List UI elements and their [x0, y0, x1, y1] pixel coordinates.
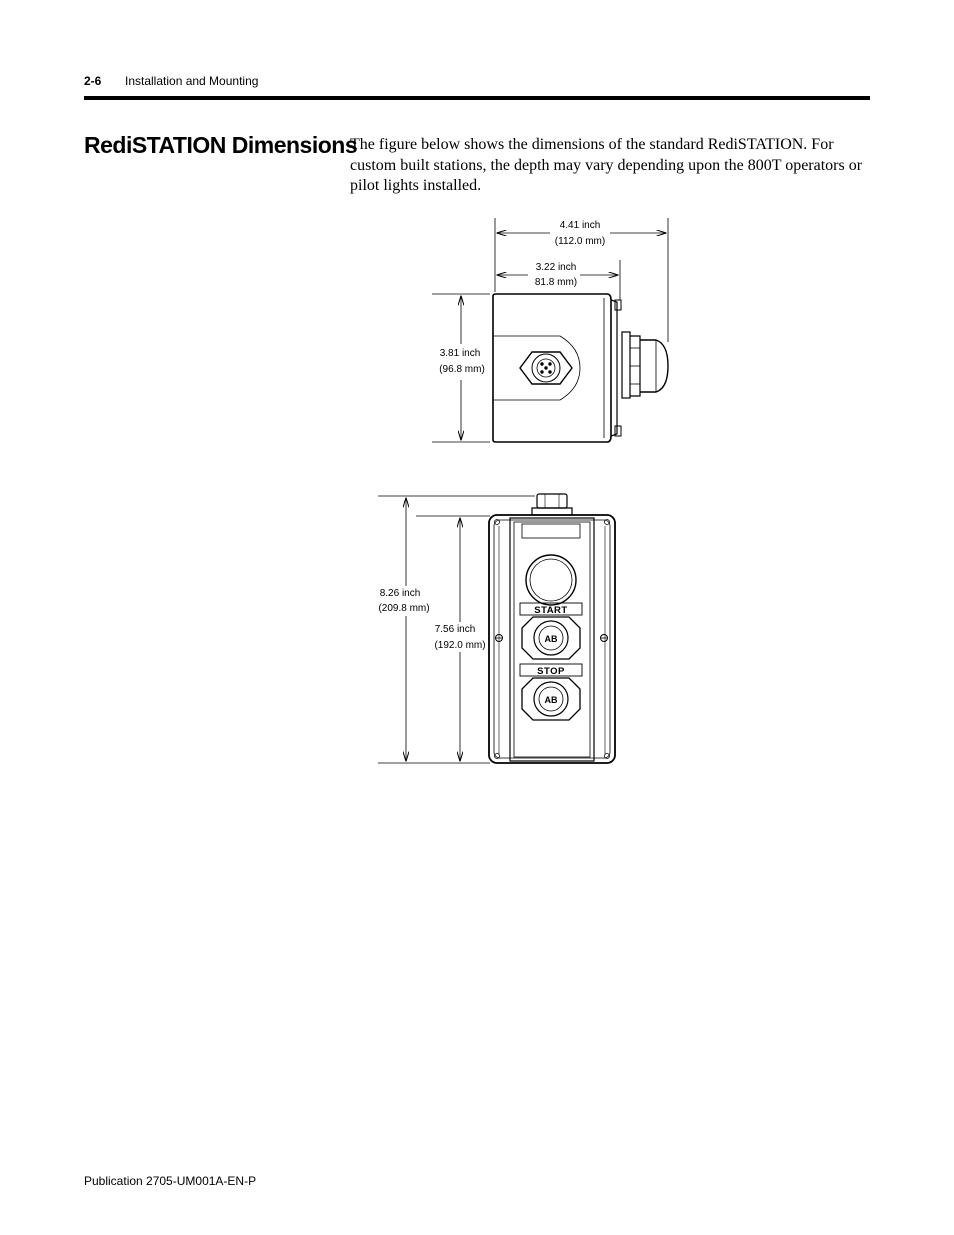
chapter-title: Installation and Mounting: [125, 74, 259, 88]
width-body-mm: 81.8 mm): [534, 277, 578, 288]
start-label: START: [534, 605, 568, 616]
width-overall-mm: (112.0 mm): [554, 236, 606, 247]
height-overall-inch: 8.26 inch: [379, 588, 421, 599]
section-title: RediSTATION Dimensions: [84, 132, 358, 158]
width-overall-inch: 4.41 inch: [559, 220, 601, 231]
stop-button-logo: AB: [544, 695, 558, 705]
height-body-inch: 7.56 inch: [434, 624, 476, 635]
front-view: [378, 494, 615, 763]
start-button-logo: AB: [544, 634, 558, 644]
intro-paragraph: The figure below shows the dimensions of the standard RediSTATION. For custom built stations, the depth may vary depending upon the 800T operators or pilot lights installed.: [350, 136, 863, 194]
stop-label: STOP: [537, 666, 565, 677]
page-number: 2-6: [84, 74, 102, 88]
footer-publication: Publication 2705-UM001A-EN-P: [84, 1174, 257, 1188]
height-side-inch: 3.81 inch: [439, 348, 481, 359]
height-body-mm: (192.0 mm): [434, 640, 486, 651]
height-side-mm: (96.8 mm): [439, 364, 485, 375]
height-overall-mm: (209.8 mm): [378, 603, 430, 614]
width-body-inch: 3.22 inch: [535, 262, 577, 273]
side-view: [432, 218, 668, 442]
